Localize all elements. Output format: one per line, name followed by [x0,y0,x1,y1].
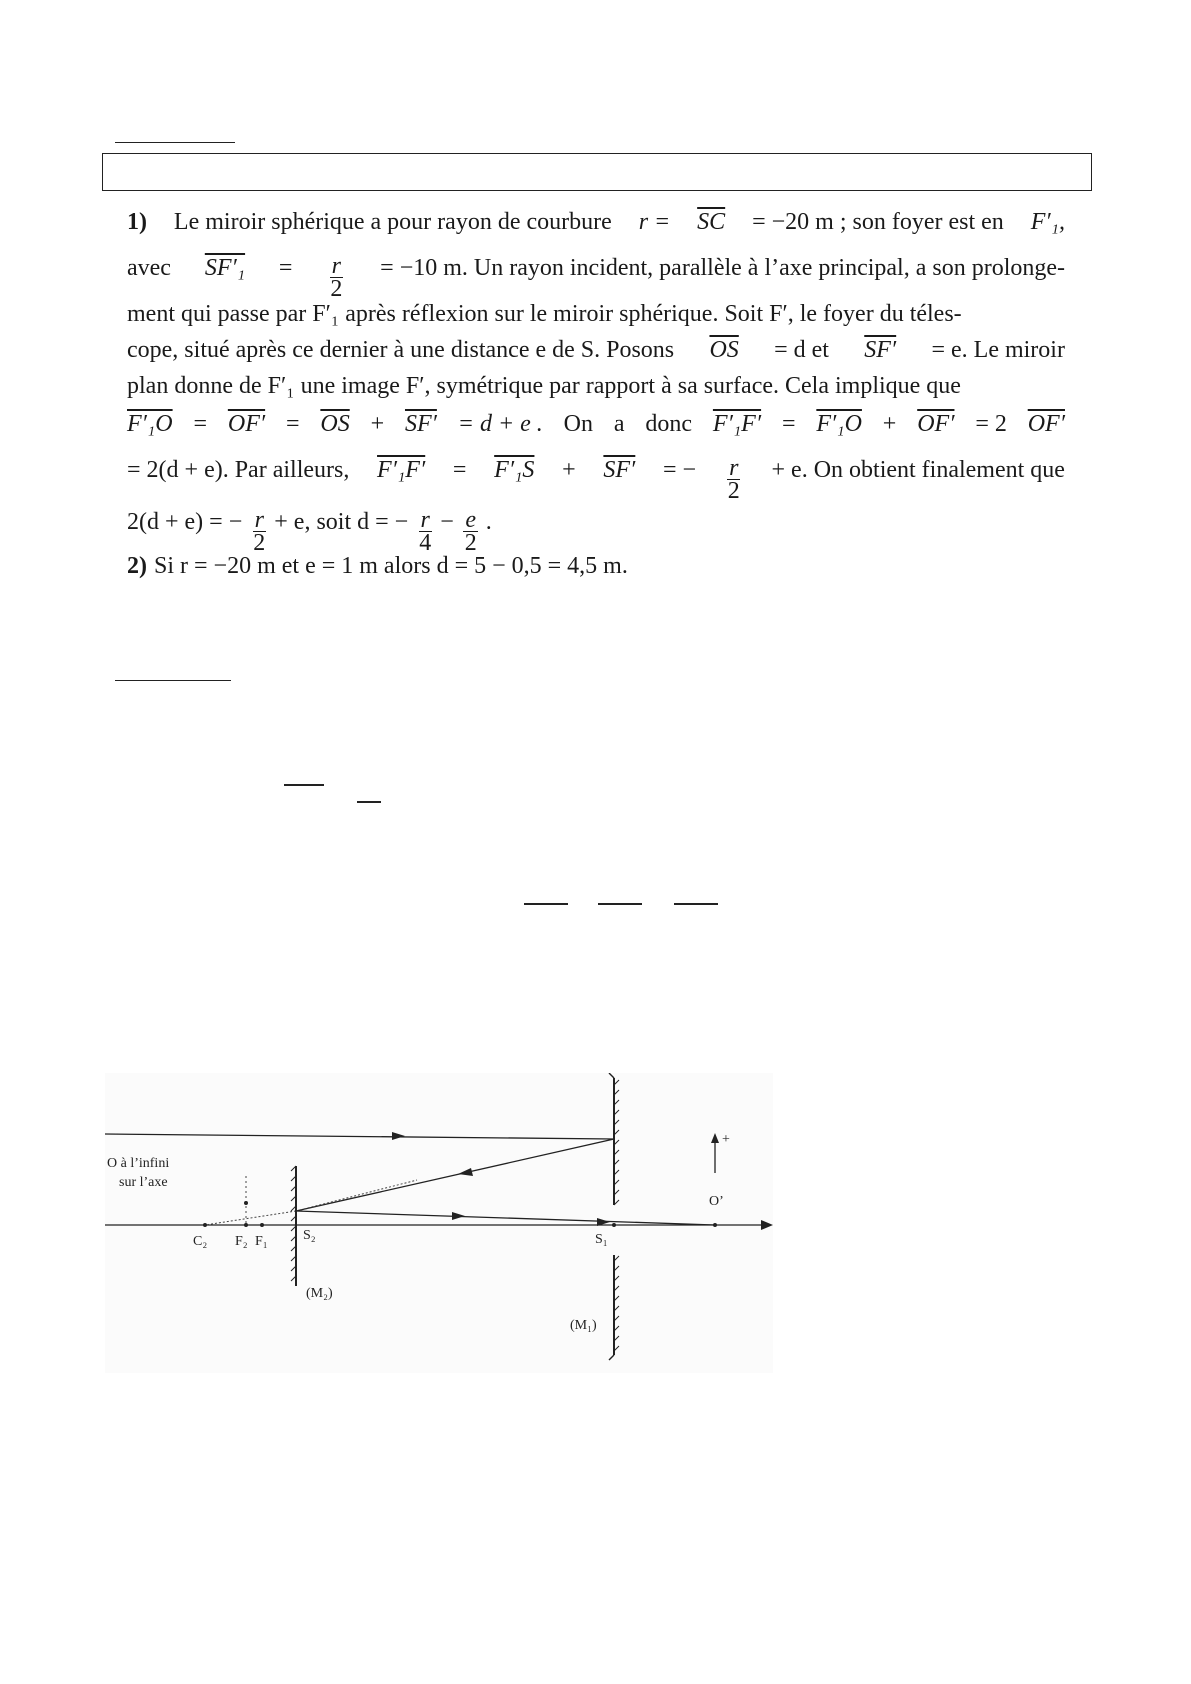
fraction-r-over-2 [328,255,344,300]
section-rule [115,680,231,681]
line4-text-a: cope, situé après ce dernier à une distance e de S. Posons [127,337,675,363]
vector-f1o: F′₁O [816,411,862,437]
plus-sign: + [370,411,385,437]
header-box [102,153,1092,191]
overline-mark [674,903,718,905]
solution-line-3 [127,302,1065,326]
label-f2: F₂ [235,1234,248,1249]
vector-ofp: OF′ [1027,411,1065,437]
fraction-r-over-4 [417,509,433,554]
label-object: O à l’infini [107,1156,170,1171]
eq-sign: = [285,411,300,437]
point-f2-image [244,1201,248,1205]
solution-line-5 [127,374,1065,398]
line7-text-b: + e. On obtient finalement que [771,457,1065,483]
point-f1 [260,1223,264,1227]
fraction-r-over-2 [251,509,267,554]
vector-sfp: SF′ [603,457,636,483]
plus-sign: + [562,457,576,483]
vector-os: $\overline{OS}$ [709,337,739,363]
line1-text-a: Le miroir sphérique a pour rayon de courbure [173,209,612,235]
line2-eq: = [278,255,293,281]
line4-text-c: = e. Le miroir [931,337,1065,363]
fraction-r-over-2 [726,457,742,502]
telescope-diagram-svg [105,1073,773,1373]
overline-mark [284,784,324,786]
line3-text: ment qui passe par F′₁ après réflexion sur le miroir sphérique. Soit F′, le foyer du téles- [127,301,962,327]
line4-text-b: = d et [774,337,829,363]
line1-eq: r = [638,209,671,235]
label-plus: + [722,1132,730,1147]
vector-f1o: F′₁O [127,411,173,437]
eq-sign: = [193,411,207,437]
eq-minus: = − [663,457,697,483]
label-m2: (M₂) [306,1286,333,1301]
question-1-number: 1) [127,209,147,235]
label-f1: F₁ [255,1234,268,1249]
word-on: On [563,411,594,437]
label-c2: C₂ [193,1234,208,1249]
line2-text-b: = −10 m. Un rayon incident, parallèle à l’axe principal, a son prolonge- [380,255,1065,281]
frac-den: 2 [330,276,343,302]
vector-f1fp: F′₁F′ [712,411,762,437]
question-2-number: 2) [127,553,147,579]
line8-text-b: + e, soit d = − [274,509,409,535]
fraction-e-over-2 [463,509,479,554]
eq-two: = 2 [975,411,1007,437]
word-a: a [613,411,625,437]
point-f2 [244,1223,248,1227]
vector-f1fp: F′₁F′ [377,457,426,483]
label-s2: S₂ [303,1228,316,1243]
solution-line-9 [127,554,1065,578]
vector-f1s: F′₁S [494,457,535,483]
period: . [485,509,492,535]
label-object-axis: sur l’axe [119,1175,168,1190]
vector-os: $\overline{OS}$ [320,411,350,437]
word-donc: donc [645,411,693,437]
focus-f1p: F′₁, [1030,209,1065,235]
line7-text-a: = 2(d + e). Par ailleurs, [127,457,350,483]
expr-d-plus-e: = d + e . [457,411,543,437]
point-c2 [203,1223,207,1227]
line1-text-b: = −20 m ; son foyer est en [752,209,1004,235]
frac-den: 2 [464,530,477,556]
point-s1 [612,1223,616,1227]
line5-text: plan donne de F′₁ une image F′, symétrique par rapport à sa surface. Cela implique que [127,373,961,399]
frac-den: 2 [727,478,740,504]
line2-text-a: avec [127,255,171,281]
telescope-diagram [105,1073,773,1373]
solution-text [127,210,1065,610]
overline-mark [357,801,381,803]
line8-text-a: 2(d + e) = − [127,509,243,535]
solution-line-4 [127,338,1065,362]
vector-ofp: OF′ [227,411,266,437]
overline-mark [598,903,642,905]
overline-mark [524,903,568,905]
solution-line-1 [127,210,1065,234]
solution-line-6 [127,412,1065,436]
vector-sfp: SF′ [864,337,897,363]
eq-sign: = [452,457,467,483]
vector-sf1: SF′₁ [204,255,246,281]
frac-num: r [729,455,739,481]
frac-num: r [420,507,430,533]
vector-sfp: SF′ [404,411,437,437]
point-oprime [713,1223,717,1227]
label-oprime: O’ [709,1194,724,1209]
vector-sc: $\overline{SC}$ [697,209,726,235]
label-s1: S₁ [595,1232,608,1247]
line9-text: Si r = −20 m et e = 1 m alors d = 5 − 0,5 = 4,5 m. [154,553,628,579]
label-m1: (M₁) [570,1318,597,1333]
top-rule [115,142,235,143]
frac-num: r [331,253,341,279]
frac-num: r [254,507,264,533]
eq-sign: = [781,411,796,437]
frac-num: e [465,507,477,533]
frac-den: 4 [419,530,432,556]
solution-line-2 [127,253,1065,302]
frac-den: 2 [253,530,266,556]
minus-sign: − [440,509,454,535]
vector-ofp: OF′ [917,411,955,437]
plus-sign: + [882,411,897,437]
solution-line-7 [127,455,1065,504]
solution-line-8 [127,507,1065,556]
